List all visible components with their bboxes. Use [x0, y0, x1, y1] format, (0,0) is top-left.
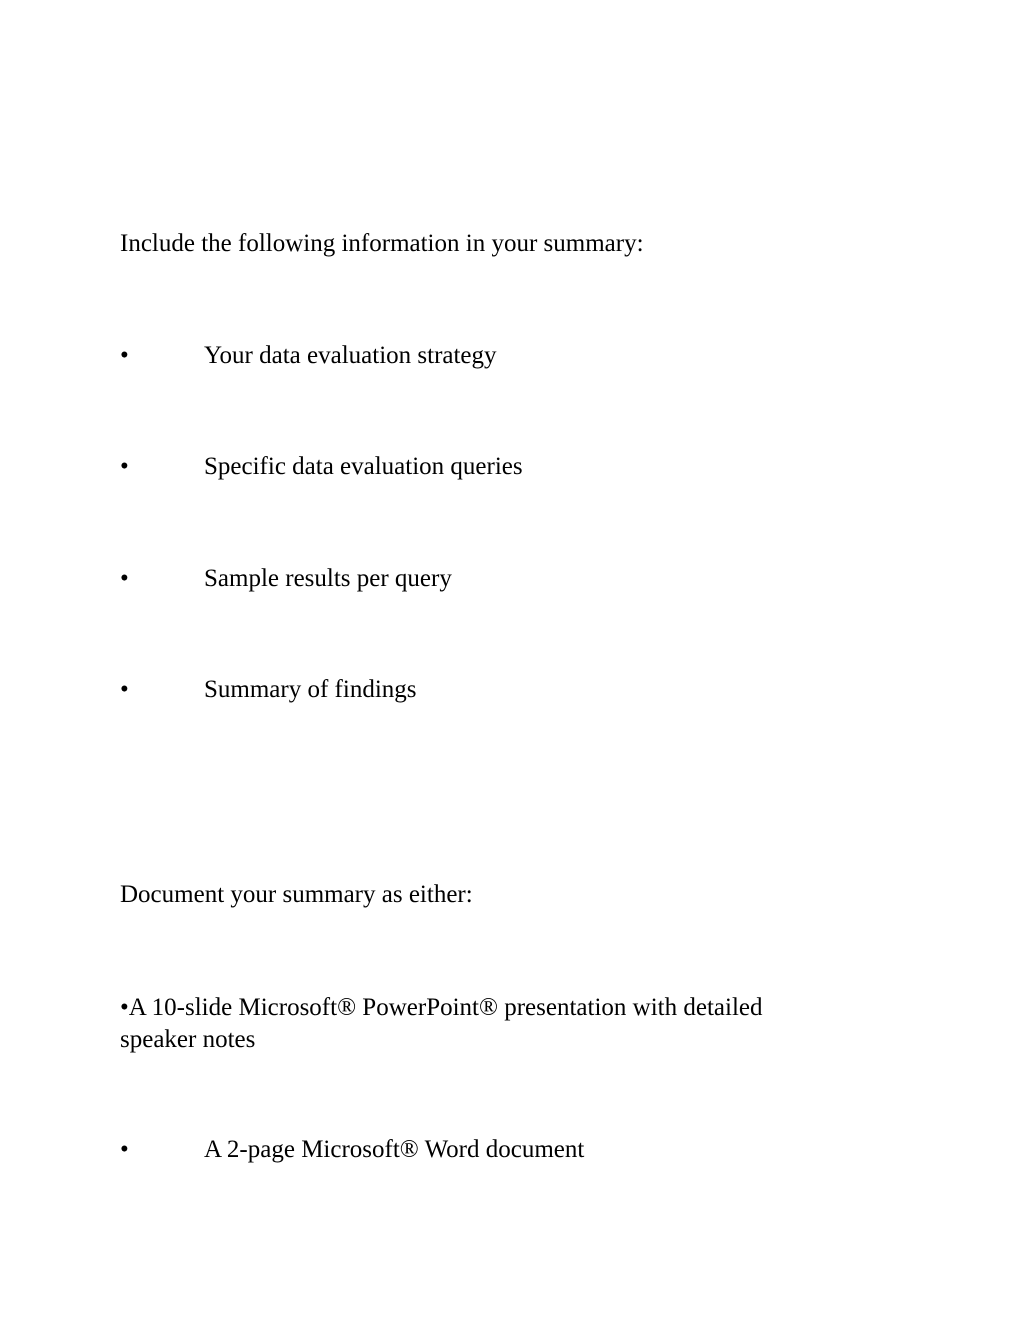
- list-item-text: Summary of findings: [204, 676, 417, 703]
- bullet-icon: •: [120, 342, 129, 369]
- bullet-icon: •: [120, 565, 129, 592]
- list-item-text: Your data evaluation strategy: [204, 342, 497, 369]
- format-intro-paragraph: Document your summary as either:: [120, 881, 473, 908]
- list-item: [120, 340, 840, 372]
- bullet-icon: •: [120, 453, 129, 480]
- bullet-icon: •: [120, 1136, 129, 1163]
- list-item: [120, 674, 840, 706]
- list-item-text: Sample results per query: [204, 565, 452, 592]
- list-item: [120, 563, 840, 595]
- list-item-text: A 2-page Microsoft® Word document: [204, 1136, 585, 1163]
- list-item: [120, 451, 840, 483]
- option-powerpoint: •A 10-slide Microsoft® PowerPoint® presentation with detailed speaker notes: [120, 994, 763, 1053]
- bullet-icon: •: [120, 676, 129, 703]
- intro-paragraph: Include the following information in your summary:: [120, 230, 644, 257]
- option-word: [120, 1134, 840, 1166]
- list-item-text: Specific data evaluation queries: [204, 453, 523, 480]
